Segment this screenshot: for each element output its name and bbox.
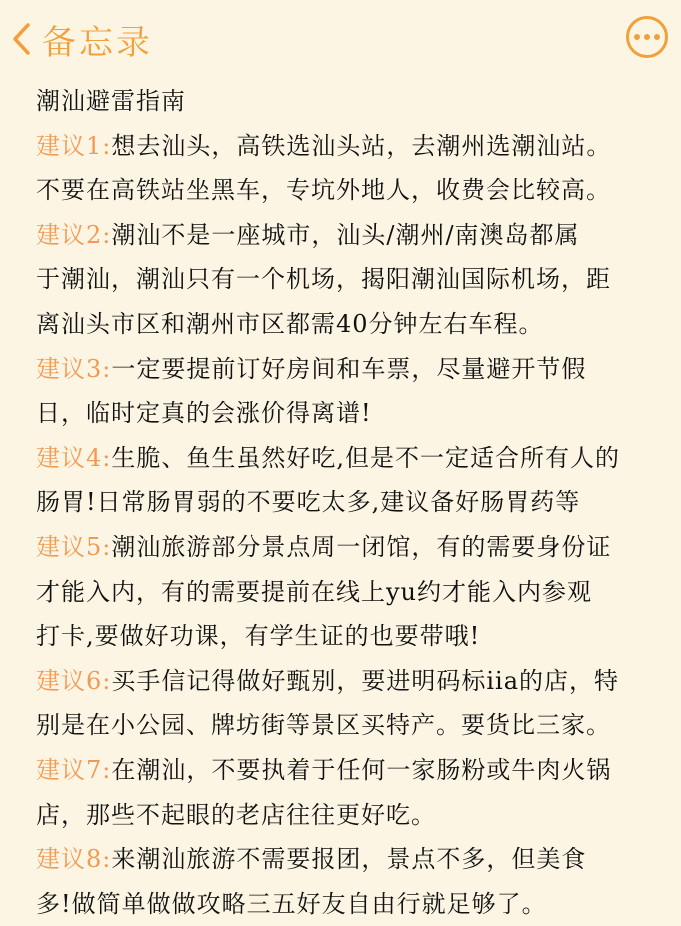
tip-paragraph <box>36 213 676 347</box>
tip-paragraph <box>36 525 676 659</box>
tip-line <box>36 525 676 570</box>
more-dots-icon <box>634 34 640 40</box>
tip-line <box>36 659 676 704</box>
tip-text: 多!做简单做做攻略三五好友自由行就足够了。 <box>36 889 547 918</box>
tip-tag: 建议4: <box>36 443 112 472</box>
tip-paragraph <box>36 436 676 525</box>
tip-line <box>36 302 676 347</box>
tip-line <box>36 614 676 659</box>
tip-line <box>36 213 676 258</box>
tip-paragraph <box>36 748 676 837</box>
tip-line <box>36 570 676 615</box>
nav-bar <box>0 0 681 78</box>
tip-tag: 建议2: <box>36 220 112 249</box>
tip-tag: 建议3: <box>36 354 112 383</box>
tip-text: 打卡,要做好功课，有学生证的也要带哦! <box>36 622 481 651</box>
tip-text: 肠胃!日常肠胃弱的不要吃太多,建议备好肠胃药等 <box>36 488 581 517</box>
tip-line <box>36 793 676 838</box>
tip-line <box>36 391 676 436</box>
tip-paragraph <box>36 659 676 748</box>
back-label: 备忘录 <box>42 22 153 63</box>
tip-text: 潮汕旅游部分景点周一闭馆，有的需要身份证 <box>111 532 612 561</box>
tip-line <box>36 168 676 213</box>
tip-line <box>36 882 676 926</box>
tip-tag: 建议5: <box>36 532 112 561</box>
tip-line <box>36 748 676 793</box>
tip-text: 离汕头市区和潮州市区都需40分钟左右车程。 <box>36 309 544 338</box>
tip-text: 一定要提前订好房间和车票，尽量避开节假 <box>111 354 587 383</box>
tip-tag: 建议8: <box>36 845 112 874</box>
tip-text: 店，那些不起眼的老店往往更好吃。 <box>36 800 436 829</box>
tip-text: 于潮汕，潮汕只有一个机场，揭阳潮汕国际机场，距 <box>36 265 611 294</box>
tip-line <box>36 480 676 525</box>
more-button[interactable] <box>626 16 668 58</box>
tip-line <box>36 257 676 302</box>
note-body[interactable] <box>36 79 676 926</box>
tip-paragraph <box>36 837 676 926</box>
tip-line <box>36 347 676 392</box>
tip-text: 日，临时定真的会涨价得离谱! <box>36 399 372 428</box>
tip-paragraph <box>36 347 676 436</box>
tip-line <box>36 703 676 748</box>
tip-paragraph <box>36 124 676 213</box>
tip-text: 生脆、鱼生虽然好吃,但是不一定适合所有人的 <box>111 443 620 472</box>
chevron-left-icon <box>10 22 32 56</box>
tip-text: 在潮汕，不要执着于任何一家肠粉或牛肉火锅 <box>111 755 612 784</box>
note-title: 潮汕避雷指南 <box>36 87 186 115</box>
tip-text: 买手信记得做好甄别，要进明码标iia的店，特 <box>111 666 620 695</box>
tip-line <box>36 436 676 481</box>
tip-text: 潮汕不是一座城市，汕头/潮州/南澳岛都属 <box>111 220 580 249</box>
tip-tag: 建议7: <box>36 755 112 784</box>
tip-line <box>36 837 676 882</box>
note-paragraphs <box>36 124 676 926</box>
tip-tag: 建议1: <box>36 131 112 160</box>
back-button[interactable] <box>10 14 153 64</box>
tip-text: 别是在小公园、牌坊街等景区买特产。要货比三家。 <box>36 711 611 740</box>
tip-line <box>36 124 676 169</box>
tip-tag: 建议6: <box>36 666 112 695</box>
tip-text: 不要在高铁站坐黑车，专坑外地人，收费会比较高。 <box>36 176 611 205</box>
tip-text: 才能入内，有的需要提前在线上yu约才能入内参观 <box>36 577 593 606</box>
tip-text: 想去汕头，高铁选汕头站，去潮州选潮汕站。 <box>111 131 612 160</box>
tip-text: 来潮汕旅游不需要报团，景点不多，但美食 <box>111 845 587 874</box>
